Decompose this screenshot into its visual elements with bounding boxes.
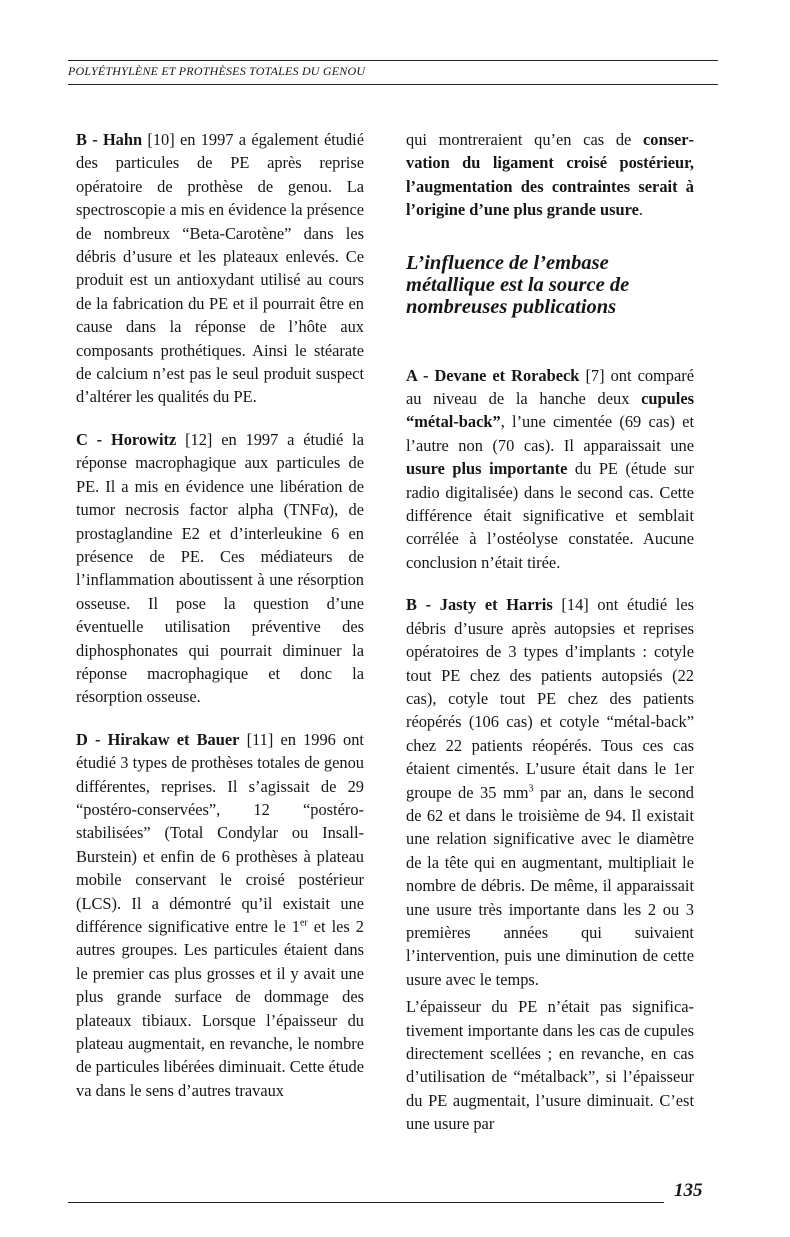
paragraph-thickness	[406, 995, 694, 1135]
right-column	[406, 128, 694, 1136]
bold-emphasis: usure plus importante	[406, 459, 568, 479]
header-rule-top	[68, 60, 718, 61]
footer-rule	[68, 1202, 664, 1203]
author-label: B - Jasty et Harris	[406, 595, 553, 615]
paragraph-text: , l’une cimentée (69 cas) et l’autre non (70 cas). Il apparaissait une	[406, 412, 694, 455]
page-number: 135	[674, 1180, 703, 1201]
running-header: POLYÉTHYLÈNE ET PROTHÈSES TOTALES DU GENOU	[68, 64, 366, 78]
paragraph-text: qui montreraient qu’en cas de	[406, 130, 644, 149]
paragraph-text: .	[638, 200, 643, 220]
author-label: B - Hahn	[76, 130, 143, 149]
superscript: 3	[528, 783, 534, 795]
section-heading: L’influence de l’embase métallique est la source de nombreuses publications	[406, 251, 630, 318]
paragraph-text: [11] en 1996 ont étudié 3 types de prothèses totales de genou différentes, reprises. Il s’agissait de 29 “postéro-conservées”, 12 “postéro-stabilisées” (Total Condylar ou Insall-Burstein) et enfin de 6 prothèses à plateau mobile conservant le croisé postérieur (LCS). Il a démontré qu’il existait une différence significative entre le 1	[76, 729, 364, 936]
author-label: A - Devane et Rorabeck	[406, 365, 580, 385]
paragraph-devane-rorabeck	[406, 364, 694, 575]
header-rule-bottom	[68, 84, 718, 85]
author-label: D - Hirakaw et Bauer	[76, 729, 240, 749]
paragraph-hirakaw-bauer	[76, 728, 364, 1103]
paragraph-text: [7] ont comparé au niveau de la hanche deux	[406, 365, 694, 409]
paragraph-text: par an, dans le second de 62 et dans le troisième de 94. Il existait une relation significative avec le diamètre de la tête qui en augmentant, multipliait le nombre de débris. De même, il apparaissait une usure très importante dans les 2 ou 3 premières années qui suivaient l’intervention, puis une diminution de cette usure avec le temps.	[406, 782, 694, 989]
superscript: er	[299, 917, 308, 929]
paragraph-text: et les 2 autres groupes. Les particules étaient dans le premier cas plus grosses et il y avait une plus grande surface de dommage des plateaux tibiaux. Lorsque l’épaisseur du plateau augmentait, en revanche, le nombre de particules libérées diminuait. Cette étude va dans le sens d’autres travaux	[76, 917, 365, 1100]
paragraph-jasty-harris	[406, 593, 694, 991]
paragraph-horowitz	[76, 428, 364, 709]
paragraph-text: [10] en 1997 a également étudié des particules de PE après reprise opératoire de prothèse de genou. La spectroscopie a mis en évidence la présence de nombreux “Beta-Carotène” dans les débris d’usure et les plateaux enlevés. Ce produit est un antioxydant utilisé au cours de la fabrication du PE et il pourrait être en cause dans la réponse de l’hôte aux composants prothétiques. Ainsi le stéarate de calcium n’est pas le seul produit suspect d’altérer les qualités du PE.	[76, 130, 364, 407]
bold-emphasis: cupules “métal-back”	[406, 389, 694, 432]
paragraph-text: [12] en 1997 a étudié la réponse macrophagique aux particules de PE. Il a mis en évidence une libération de tumor necrosis factor alpha (TNFα), de prostaglandine E2 et d’interleukine 6 en présence de PE. Ces médiateurs de l’inflammation aboutissent à une résorption osseuse. Il pose la question d’une éventuelle utilisation préventive des diphosphonates qui pourrait diminuer la réponse macrophagique et donc la résorption osseuse.	[76, 429, 365, 707]
author-label: C - Horowitz	[76, 429, 177, 449]
paragraph-text: [14] ont étudié les débris d’usure après autopsies et reprises opératoires de 3 types d’implants : cotyle tout PE chez des patients autopsiés (22 cas), cotyle tout PE chez des patients réopérés (106 cas) et cotyle “métal-back” chez 22 patients réopérés. Tous ces cas étaient cimentés. L’usure était dans le 1er groupe de 35 mm	[406, 595, 694, 802]
paragraph-continuation	[406, 128, 694, 222]
paragraph-text: du PE (étude sur radio digitalisée) dans le second cas. Cette différence était significative et semblait corrélée à l’ostéolyse constatée. Aucune conclusion n’était tirée.	[406, 459, 694, 572]
paragraph-text: L’épaisseur du PE n’était pas significativement importante dans les cas de cupules directement scellées ; en revanche, en cas d’utilisation de “métalback”, si l’épaisseur du PE augmentait, l’usure diminuait. C’est une usure par	[406, 997, 694, 1134]
left-column	[76, 128, 364, 1102]
paragraph-hahn	[76, 128, 364, 409]
bold-emphasis: conservation du ligament croisé postérieur, l’augmentation des contraintes serait à l’origine d’une plus grande usure	[406, 130, 694, 220]
